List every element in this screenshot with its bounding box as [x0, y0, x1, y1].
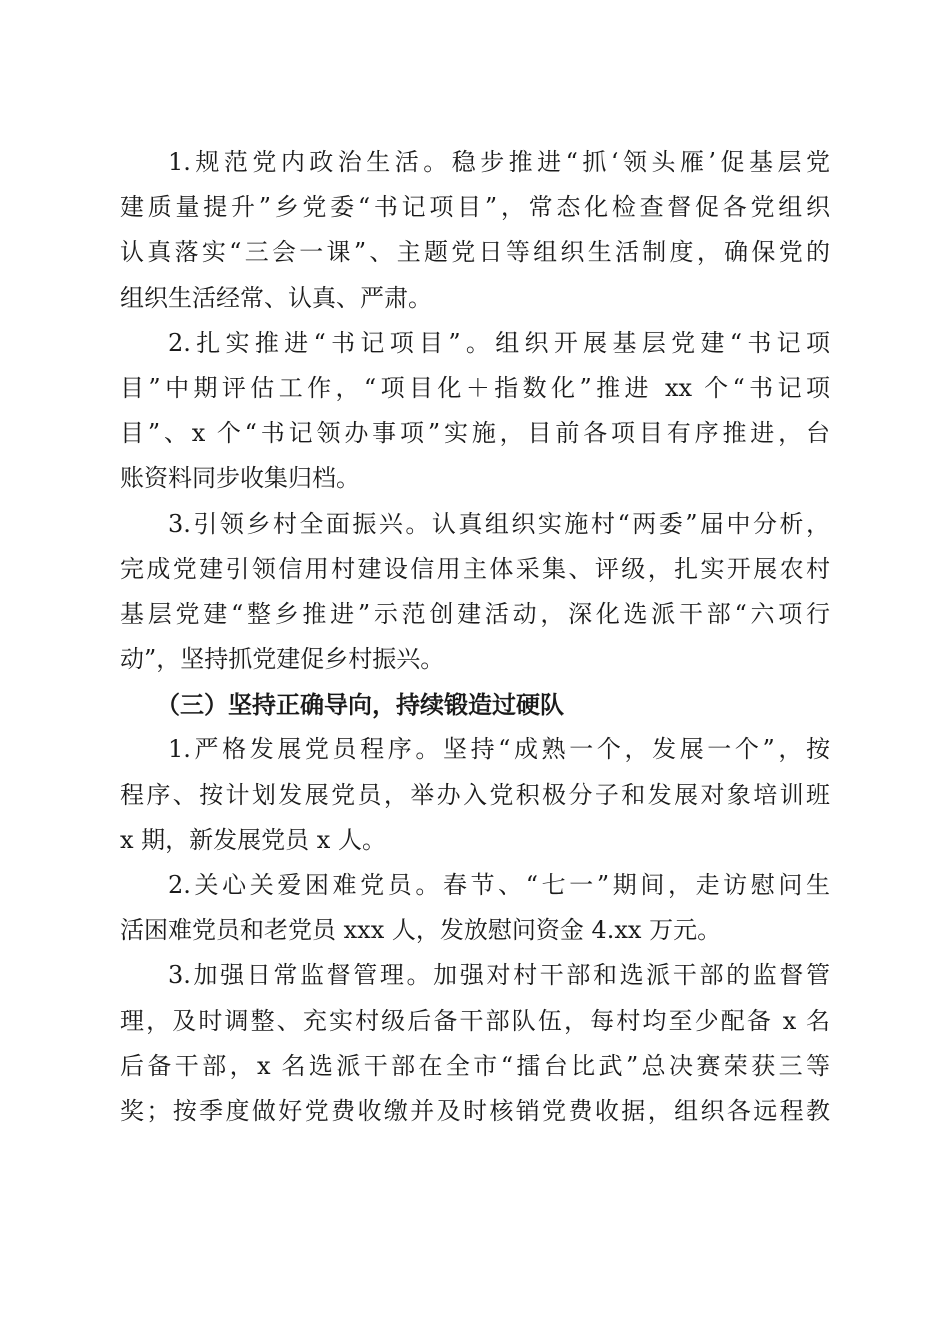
text-line: 奖；按季度做好党费收缴并及时核销党费收据，组织各远程教	[120, 1096, 830, 1125]
document-body	[120, 140, 830, 1134]
text-line: 3.引领乡村全面振兴。认真组织实施村“两委”届中分析，	[168, 509, 830, 538]
text-line: 后备干部，x 名选派干部在全市“擂台比武”总决赛荣获三等	[120, 1051, 830, 1080]
section-heading: （三）坚持正确导向，持续锻造过硬队	[156, 690, 564, 720]
text-line: x 期，新发展党员 x 人。	[120, 825, 386, 854]
text-line: 组织生活经常、认真、严肃。	[120, 283, 432, 312]
text-line: 3.加强日常监督管理。加强对村干部和选派干部的监督管	[168, 961, 830, 990]
text-line: 1.规范党内政治生活。稳步推进“抓‘领头雁’促基层党	[168, 148, 830, 176]
text-line: 2.关心关爱困难党员。春节、“七一”期间，走访慰问生	[168, 871, 830, 899]
text-line: 认真落实“三会一课”、主题党日等组织生活制度，确保党的	[120, 238, 830, 267]
text-line: 动”，坚持抓党建促乡村振兴。	[120, 645, 445, 674]
text-line: 建质量提升”乡党委“书记项目”，常态化检查督促各党组织	[120, 193, 830, 222]
text-line: 1.严格发展党员程序。坚持“成熟一个，发展一个”，按	[168, 735, 830, 764]
text-line: 理，及时调整、充实村级后备干部队伍，每村均至少配备 x 名	[120, 1006, 830, 1035]
text-line: 目”中期评估工作，“项目化＋指数化”推进 xx 个“书记项	[120, 373, 830, 402]
text-line: 账资料同步收集归档。	[120, 464, 360, 493]
text-line: 完成党建引领信用村建设信用主体采集、评级，扎实开展农村	[120, 554, 830, 583]
text-line: 目”、x 个“书记领办事项”实施，目前各项目有序推进，台	[120, 419, 830, 448]
text-line: 程序、按计划发展党员，举办入党积极分子和发展对象培训班	[120, 780, 830, 809]
text-line: 2.扎实推进“书记项目”。组织开展基层党建“书记项	[168, 328, 830, 357]
text-line: 活困难党员和老党员 xxx 人，发放慰问资金 4.xx 万元。	[120, 916, 722, 945]
text-line: 基层党建“整乡推进”示范创建活动，深化选派干部“六项行	[120, 599, 830, 628]
